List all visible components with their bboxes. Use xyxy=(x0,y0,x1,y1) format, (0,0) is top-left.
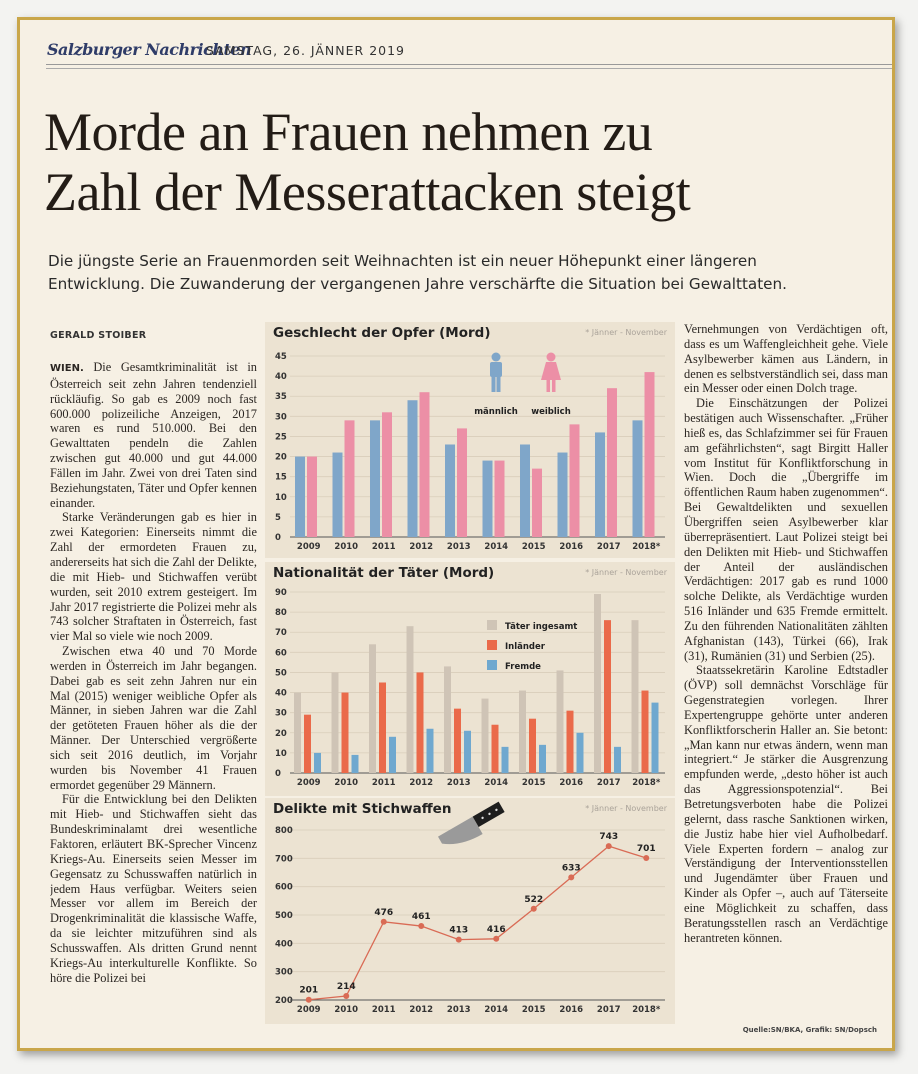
bar-inlaender xyxy=(492,725,499,773)
female-figure-icon xyxy=(541,353,561,393)
x-tick-label: 2013 xyxy=(446,542,471,552)
bar-total xyxy=(294,693,301,773)
bar-female xyxy=(420,392,430,537)
chart-title: Geschlecht der Opfer (Mord) xyxy=(273,325,491,341)
bar-fremde xyxy=(352,755,359,773)
dateline: WIEN. xyxy=(50,363,84,374)
y-tick-label: 10 xyxy=(275,748,287,759)
chart-perpetrators-nationality xyxy=(265,562,675,796)
bar-fremde xyxy=(464,731,471,773)
data-point xyxy=(606,843,612,849)
data-point xyxy=(493,936,499,942)
bar-male xyxy=(633,420,643,537)
bar-fremde xyxy=(502,747,509,773)
bar-total xyxy=(594,594,601,773)
chart-note: * Jänner - November xyxy=(585,804,667,813)
masthead-rule xyxy=(46,68,895,69)
y-tick-label: 25 xyxy=(275,432,287,443)
y-tick-label: 500 xyxy=(275,911,293,921)
masthead-date: SAMSTAG, 26. JÄNNER 2019 xyxy=(206,43,406,58)
data-label: 633 xyxy=(561,863,581,874)
bar-fremde xyxy=(652,703,659,773)
legend-label-male: männlich xyxy=(474,407,518,417)
headline xyxy=(44,102,884,222)
x-tick-label: 2017 xyxy=(596,542,621,552)
x-tick-label: 2012 xyxy=(409,542,434,552)
bar-total xyxy=(332,672,339,773)
bar-female xyxy=(307,457,317,537)
bar-male xyxy=(520,444,530,537)
y-tick-label: 200 xyxy=(275,996,293,1006)
legend-label-female: weiblich xyxy=(531,407,571,417)
y-tick-label: 45 xyxy=(275,352,287,362)
y-tick-label: 400 xyxy=(275,939,293,950)
x-tick-label: 2016 xyxy=(559,1005,584,1015)
y-tick-label: 40 xyxy=(275,688,287,699)
data-point xyxy=(568,874,574,880)
y-tick-label: 600 xyxy=(275,882,293,893)
chart-title: Delikte mit Stichwaffen xyxy=(273,801,452,817)
y-tick-label: 70 xyxy=(275,628,287,639)
x-tick-label: 2018* xyxy=(632,778,661,788)
bar-inlaender xyxy=(417,672,424,773)
x-tick-label: 2017 xyxy=(596,778,621,788)
y-tick-label: 0 xyxy=(275,769,281,779)
bar-female xyxy=(607,388,617,537)
legend-swatch xyxy=(487,660,497,670)
subhead-line-2: Entwicklung. Die Zuwanderung der vergangenen Jahre verschärfte die Situation bei Gewalttaten. xyxy=(48,275,787,293)
bar-female xyxy=(382,412,392,537)
bar-fremde xyxy=(614,747,621,773)
x-tick-label: 2014 xyxy=(484,1005,509,1015)
data-label: 701 xyxy=(636,844,656,855)
y-tick-label: 40 xyxy=(275,372,287,383)
x-tick-label: 2010 xyxy=(334,542,359,552)
y-tick-label: 30 xyxy=(275,708,287,719)
data-label: 201 xyxy=(299,985,319,996)
data-label: 413 xyxy=(449,925,469,936)
y-tick-label: 30 xyxy=(275,412,287,423)
series-line xyxy=(309,846,647,1000)
bar-fremde xyxy=(389,737,396,773)
bar-inlaender xyxy=(454,709,461,773)
bar-inlaender xyxy=(529,719,536,773)
bar-total xyxy=(407,626,414,773)
x-tick-label: 2017 xyxy=(596,1005,621,1015)
left-column xyxy=(50,360,257,1040)
y-tick-label: 20 xyxy=(275,728,287,739)
bar-fremde xyxy=(314,753,321,773)
bar-female xyxy=(645,372,655,537)
x-tick-label: 2011 xyxy=(371,542,396,552)
bar-male xyxy=(558,453,568,537)
bar-female xyxy=(457,428,467,537)
x-tick-label: 2018* xyxy=(632,1005,661,1015)
bar-fremde xyxy=(539,745,546,773)
paragraph-text: Die Gesamtkriminalität ist in Österreich seit zehn Jahren tendenziell rückläufig. So gab es 2009 noch fast 600.000 polizeiliche Anzeigen, 2017 waren es rund 510.000. Bei den Gewalttaten pendeln die Zahlen zwischen gut 40.000 und gut 44.000 Fällen im Jahr. Zwei von drei Taten sind Beziehungstaten, Täter und Opfer kennen einander. xyxy=(50,360,257,510)
bar-inlaender xyxy=(304,715,311,773)
chart-victims-gender xyxy=(265,322,675,558)
paragraph xyxy=(50,360,257,510)
bar-male xyxy=(370,420,380,537)
data-label: 743 xyxy=(599,832,619,843)
chart-knife-offences xyxy=(265,798,675,1024)
x-tick-label: 2010 xyxy=(334,778,359,788)
x-tick-label: 2009 xyxy=(296,542,321,552)
chart-title: Nationalität der Täter (Mord) xyxy=(273,565,495,581)
legend-label: Inländer xyxy=(505,642,545,652)
legend-swatch xyxy=(487,640,497,650)
data-point xyxy=(343,993,349,999)
bar-fremde xyxy=(577,733,584,773)
bar-inlaender xyxy=(342,693,349,773)
y-tick-label: 50 xyxy=(275,668,287,679)
x-tick-label: 2015 xyxy=(521,1005,546,1015)
data-label: 214 xyxy=(336,982,356,993)
paragraph: Die Einschätzungen der Polizei bestätigen auch Wissenschafter. „Früher hieß es, das Schlafzimmer sei für Frauen am gefährlichsten“, sagt Birgitt Haller vom Institut für Konfliktforschung in Wien. Doch die „Übergriffe im öffentlichen Raum haben zugenommen“. Bei Gewaltdelikten und sexuellen Übergriffen seien Asylbewerber klar überrepräsentiert. Laut Polizei steigt bei den Delikten mit Hieb- und Stichwaffen der Anteil der ausländischen Verdächtigen: 2017 gab es rund 1000 solche Delikte, als Verdächtige wurden 516 Inländer und 635 Fremde ermittelt. Zu den führenden Nationalitäten zählten Afghanistan (143), Türkei (66), Irak (31), Rumänien (31) und Serbien (25). xyxy=(684,396,888,663)
x-tick-label: 2011 xyxy=(371,1005,396,1015)
masthead-rule xyxy=(46,64,895,65)
x-tick-label: 2013 xyxy=(446,778,471,788)
y-tick-label: 35 xyxy=(275,392,287,403)
subhead-line-1: Die jüngste Serie an Frauenmorden seit Weihnachten ist ein neuer Höhepunkt einer längeren xyxy=(48,252,757,270)
bar-inlaender xyxy=(379,683,386,774)
y-tick-label: 20 xyxy=(275,452,287,463)
y-tick-label: 10 xyxy=(275,492,287,503)
data-point xyxy=(381,919,387,925)
y-tick-label: 800 xyxy=(275,826,293,836)
y-tick-label: 80 xyxy=(275,608,287,619)
bar-total xyxy=(482,699,489,773)
bar-total xyxy=(519,691,526,773)
data-point xyxy=(306,997,312,1003)
data-label: 476 xyxy=(374,907,394,918)
bar-female xyxy=(532,469,542,537)
bar-total xyxy=(632,620,639,773)
bar-total xyxy=(444,666,451,773)
x-tick-label: 2011 xyxy=(371,778,396,788)
data-label: 522 xyxy=(524,894,544,905)
y-tick-label: 60 xyxy=(275,648,287,659)
chart-panel-knife-offences xyxy=(265,798,675,1024)
paragraph: Vernehmungen von Verdächtigen oft, dass es um Waffengleichheit gehe. Viele Asylbewerber kämen aus Ländern, in denen es selbstverständlich sei, dass man ein Messer oder einen Dolch trage. xyxy=(684,322,888,396)
x-tick-label: 2012 xyxy=(409,778,434,788)
x-tick-label: 2013 xyxy=(446,1005,471,1015)
bar-total xyxy=(369,644,376,773)
newspaper-page xyxy=(17,17,895,1051)
right-column xyxy=(684,322,888,1040)
bar-inlaender xyxy=(604,620,611,773)
male-figure-icon xyxy=(490,353,502,393)
bar-male xyxy=(408,400,418,537)
legend-swatch xyxy=(487,620,497,630)
data-label: 416 xyxy=(486,924,506,935)
chart-note: * Jänner - November xyxy=(585,568,667,577)
y-tick-label: 300 xyxy=(275,967,293,978)
paragraph: Für die Entwicklung bei den Delikten mit Hieb- und Stichwaffen sieht das Bundeskriminalamt drei wesentliche Faktoren, erläutert BK-Sprecher Vincenz Kriegs-Au. Einerseits seien Messer im Gegensatz zu Schusswaffen natürlich in jedem Haus verfügbar. Weiters seien Messer vor allem im Bereich der Drogenkriminalität die klassische Waffe, da sie leichter mitzuführen sind als Schusswaffen. Als dritten Grund nennt Kriegs-Au interkulturelle Konflikte. So höre die Polizei bei xyxy=(50,792,257,985)
paragraph: Staatssekretärin Karoline Edtstadler (ÖVP) soll demnächst Vorschläge für Gegenstrategien vorlegen. Ihrer Expertengruppe gehörte unter anderen Konfliktforscherin Haller an. Sie betont: „Man kann nur etwas ändern, wenn man integriert.“ Je stärker die Ausgrenzung empfunden werde, „desto höher ist auch das Aggressionspotenzial“. Bei Betretungsverboten habe die Polizei gelernt, dass rasche Sanktionen wirken, die Justiz habe hier viel Aufholbedarf. Viele Experten fordern – analog zur Verständigung der Interventionsstellen und Jugendämter über Frauen und Kinder als Opfer –, auch auf Täterseite eine Möglichkeit zu schaffen, dass Beratungsstellen rasch an Verdächtige herantreten können. xyxy=(684,663,888,945)
y-tick-label: 0 xyxy=(275,533,281,543)
headline-line-2: Zahl der Messerattacken steigt xyxy=(44,162,691,222)
bar-total xyxy=(557,670,564,773)
x-tick-label: 2015 xyxy=(521,778,546,788)
bar-male xyxy=(295,457,305,537)
y-tick-label: 15 xyxy=(275,472,287,483)
data-point xyxy=(643,855,649,861)
bar-male xyxy=(333,453,343,537)
x-tick-label: 2014 xyxy=(484,778,509,788)
bar-male xyxy=(595,432,605,537)
x-tick-label: 2015 xyxy=(521,542,546,552)
paragraph: Zwischen etwa 40 und 70 Morde werden in Österreich im Jahr begangen. Dabei gab es seit zehn Jahren nur ein Mal (2015) weniger weibliche Opfer als Männer, in sieben Jahren war die Zahl der getöteten Frauen höher als die der Männer. Der Unterschied vergrößerte sich seit 2016 deutlich, im Vorjahr wurden bis November 41 Frauen ermordet gegenüber 29 Männern. xyxy=(50,644,257,792)
data-point xyxy=(418,923,424,929)
masthead-logo: Salzburger Nachrichten xyxy=(47,40,252,59)
headline-line-1: Morde an Frauen nehmen zu xyxy=(44,102,653,162)
bar-female xyxy=(495,461,505,537)
x-tick-label: 2014 xyxy=(484,542,509,552)
bar-male xyxy=(445,444,455,537)
x-tick-label: 2016 xyxy=(559,778,584,788)
bar-male xyxy=(483,461,493,537)
bar-female xyxy=(345,420,355,537)
chart-source: Quelle:SN/BKA, Grafik: SN/Dopsch xyxy=(742,1026,877,1034)
data-label: 461 xyxy=(411,912,431,923)
x-tick-label: 2016 xyxy=(559,542,584,552)
data-point xyxy=(531,906,537,912)
bar-inlaender xyxy=(567,711,574,773)
bar-inlaender xyxy=(642,691,649,773)
paragraph: Starke Veränderungen gab es hier in zwei Kategorien: Einerseits nimmt die Zahl der ermordeten Frauen zu, andererseits hat sich die Zahl der Delikte, die mit Hieb- und Stichwaffen verübt wurden, seit 2010 extrem gesteigert. Im Jahr 2017 registrierte die Polizei mehr als 743 solcher Straftaten in Österreich, fast vier Mal so viele wie noch 2009. xyxy=(50,510,257,644)
x-tick-label: 2010 xyxy=(334,1005,359,1015)
chart-panel-victims-gender xyxy=(265,322,675,558)
chart-panel-perpetrators-nationality xyxy=(265,562,675,796)
bar-fremde xyxy=(427,729,434,773)
chart-note: * Jänner - November xyxy=(585,328,667,337)
data-point xyxy=(456,937,462,943)
byline: GERALD STOIBER xyxy=(50,330,147,341)
x-tick-label: 2009 xyxy=(296,1005,321,1015)
x-tick-label: 2012 xyxy=(409,1005,434,1015)
x-tick-label: 2018* xyxy=(632,542,661,552)
y-tick-label: 700 xyxy=(275,854,293,865)
y-tick-label: 90 xyxy=(275,588,287,598)
legend-label: Täter ingesamt xyxy=(505,622,578,632)
y-tick-label: 5 xyxy=(275,512,281,523)
subhead xyxy=(48,250,888,296)
x-tick-label: 2009 xyxy=(296,778,321,788)
legend-label: Fremde xyxy=(505,662,541,672)
bar-female xyxy=(570,424,580,537)
